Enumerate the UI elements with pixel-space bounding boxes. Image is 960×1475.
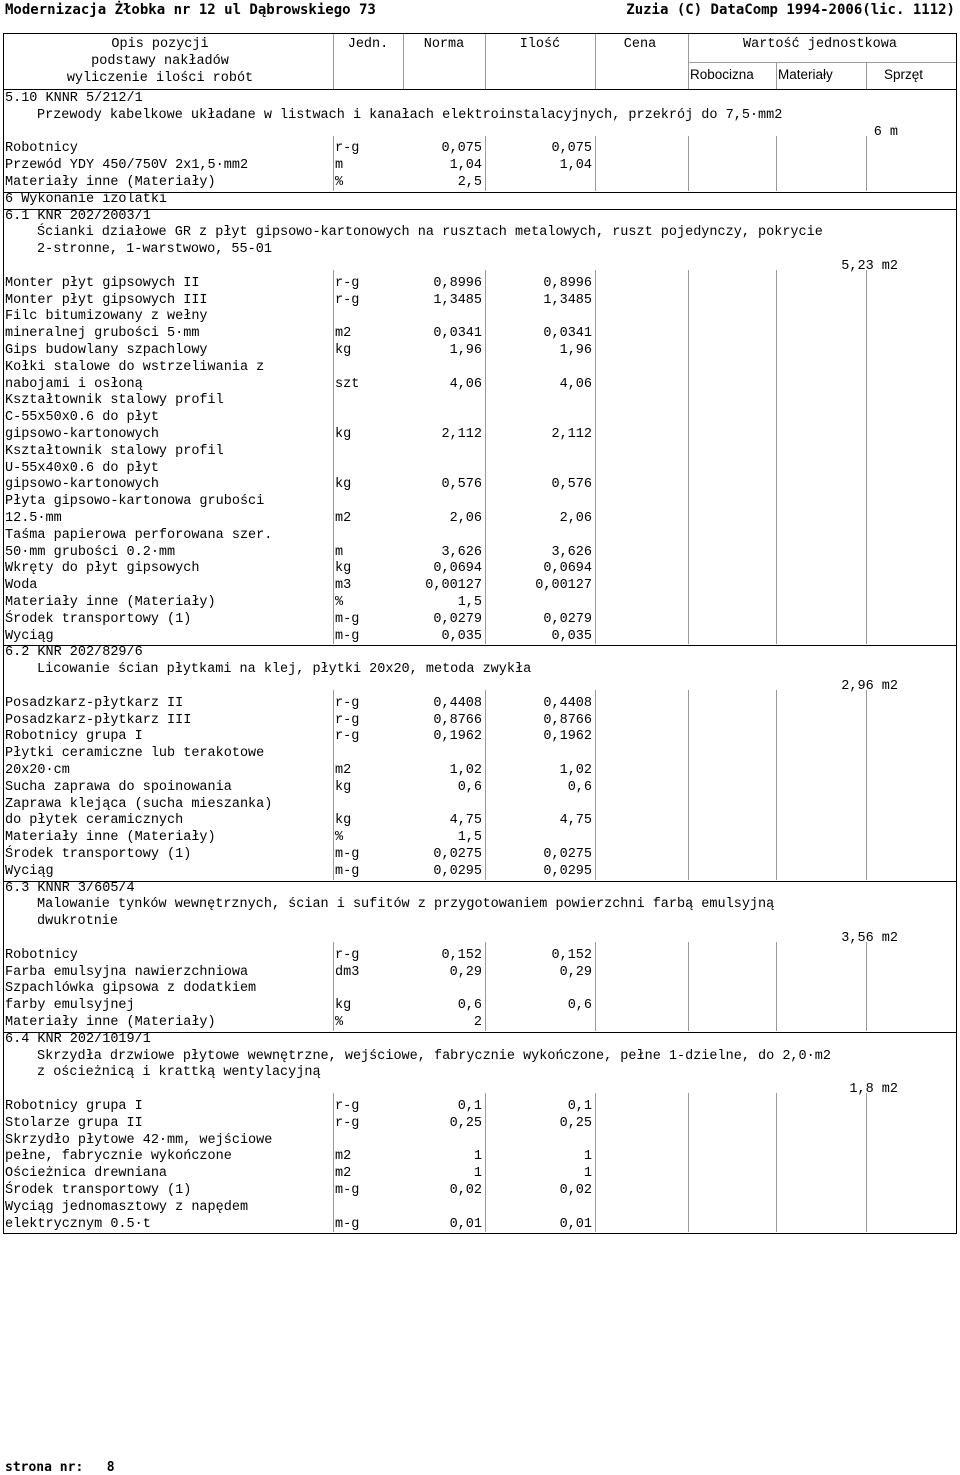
item-qty: 1,96 [559, 343, 592, 358]
item-qty: 1,02 [559, 763, 592, 778]
project-title: Modernizacja Żłobka nr 12 ul Dąbrowskiego 73 [5, 2, 376, 18]
position-measure: 5,23 m2 [841, 259, 898, 274]
item-qty: 0,00127 [535, 578, 592, 594]
column-divider [866, 942, 867, 1031]
item-norm: 0,6 [457, 998, 482, 1014]
item-unit: kg [335, 813, 352, 829]
item-name: C-55x50x0.6 do płyt [5, 410, 159, 426]
item-unit: m2 [335, 326, 352, 342]
item-norm: 0,6 [457, 779, 482, 795]
item-qty: 0,576 [551, 477, 592, 493]
item-norm: 0,0279 [433, 611, 482, 627]
group-title: 6 Wykonanie izolatki [5, 191, 168, 207]
item-unit: r-g [335, 712, 360, 728]
column-divider [485, 270, 486, 644]
row-divider [688, 62, 956, 63]
item-name: Materiały inne (Materiały) [5, 830, 216, 846]
item-name: Farba emulsyjna nawierzchniowa [5, 964, 249, 980]
item-norm: 1,02 [449, 763, 482, 778]
column-divider [776, 270, 777, 644]
page-number: 8 [106, 1460, 115, 1475]
item-name: elektrycznym 0.5·t [5, 1216, 151, 1232]
item-qty: 0,1962 [543, 729, 592, 745]
item-name: 12.5·mm [5, 511, 62, 526]
position-description: z ościeżnicą i krattką wentylacyjną [37, 1065, 321, 1081]
item-norm: 1 [473, 1149, 482, 1165]
col-equipment: Sprzęt [884, 67, 924, 82]
item-unit: r-g [335, 292, 360, 308]
item-name: Wyciąg jednomasztowy z napędem [5, 1199, 249, 1215]
item-name: Płytki ceramiczne lub terakotowe [5, 746, 265, 762]
column-divider [776, 942, 777, 1031]
column-divider [688, 136, 689, 191]
item-norm: 2,112 [441, 427, 482, 442]
item-norm: 0,0275 [433, 847, 482, 862]
item-qty: 1 [583, 1149, 592, 1165]
item-name: Środek transportowy (1) [5, 1183, 192, 1198]
column-divider [776, 1093, 777, 1232]
item-qty: 3,626 [551, 544, 592, 560]
item-unit: % [335, 595, 344, 610]
column-divider [485, 136, 486, 191]
item-qty: 2,112 [551, 427, 592, 442]
item-qty: 2,06 [559, 511, 592, 526]
item-name: Stolarze grupa II [5, 1115, 143, 1131]
item-unit: % [335, 175, 344, 190]
position-code: 5.10 KNNR 5/212/1 [5, 91, 143, 106]
position-code: 6.4 KNR 202/1019/1 [5, 1031, 151, 1047]
item-qty: 1,04 [559, 158, 592, 174]
column-divider [688, 34, 689, 89]
item-name: Wyciąg [5, 628, 54, 644]
position-code: 6.1 KNR 202/2003/1 [5, 208, 151, 224]
col-price: Cena [623, 37, 657, 52]
column-divider [595, 34, 596, 89]
item-qty: 0,1 [567, 1099, 592, 1114]
item-unit: m2 [335, 511, 352, 526]
item-norm: 0,576 [441, 477, 482, 493]
column-divider [403, 34, 404, 89]
col-desc-line3: wyliczenie ilości robót [66, 71, 254, 86]
position-measure: 6 m [873, 124, 898, 140]
item-unit: m-g [335, 628, 360, 644]
item-name: 20x20·cm [5, 763, 70, 778]
item-unit: r-g [335, 1099, 360, 1114]
item-name: Materiały inne (Materiały) [5, 595, 216, 610]
column-divider [866, 1093, 867, 1232]
column-divider [485, 942, 486, 1031]
item-unit: m [335, 544, 344, 560]
col-desc-line2: podstawy nakładów [91, 54, 229, 69]
item-qty: 0,02 [559, 1183, 592, 1198]
item-qty: 0,25 [559, 1115, 592, 1131]
item-qty: 0,01 [559, 1216, 592, 1232]
item-qty: 4,75 [559, 813, 592, 829]
item-name: Przewód YDY 450/750V 2x1,5·mm2 [5, 158, 249, 174]
item-qty: 0,0341 [543, 326, 592, 342]
item-unit: r-g [335, 729, 360, 745]
item-qty: 0,0694 [543, 561, 592, 577]
item-unit: r-g [335, 947, 360, 963]
item-name: Kołki stalowe do wstrzeliwania z [5, 359, 265, 375]
item-qty: 0,035 [551, 628, 592, 644]
item-name: Wyciąg [5, 863, 54, 879]
item-unit: r-g [335, 275, 360, 291]
item-unit: % [335, 1015, 344, 1030]
item-unit: m [335, 158, 344, 174]
item-name: Robotnicy grupa I [5, 1099, 143, 1114]
item-unit: kg [335, 343, 352, 358]
item-unit: m-g [335, 863, 360, 879]
item-qty: 0,0279 [543, 611, 592, 627]
item-norm: 0,152 [441, 947, 482, 963]
column-divider [333, 690, 334, 880]
page-header [5, 2, 955, 20]
item-name: gipsowo-kartonowych [5, 427, 159, 442]
item-norm: 1,96 [449, 343, 482, 358]
column-divider [776, 690, 777, 880]
item-qty: 0,6 [567, 779, 592, 795]
item-norm: 0,8996 [433, 275, 482, 291]
column-divider [595, 136, 596, 191]
item-unit: m-g [335, 611, 360, 627]
item-norm: 0,0341 [433, 326, 482, 342]
column-divider [688, 270, 689, 644]
column-divider [595, 270, 596, 644]
column-divider [595, 1093, 596, 1232]
column-divider [866, 62, 867, 89]
item-name: Gips budowlany szpachlowy [5, 343, 208, 358]
col-labor: Robocizna [690, 67, 754, 82]
item-name: Środek transportowy (1) [5, 611, 192, 627]
item-name: Posadzkarz-płytkarz III [5, 712, 192, 728]
item-norm: 1,5 [457, 595, 482, 610]
position-description: 2-stronne, 1-warstwowo, 55-01 [37, 242, 272, 258]
item-unit: kg [335, 998, 352, 1014]
item-norm: 2,5 [457, 175, 482, 190]
column-divider [485, 1093, 486, 1232]
column-divider [595, 942, 596, 1031]
item-unit: m2 [335, 1149, 352, 1165]
item-norm: 0,4408 [433, 695, 482, 711]
item-qty: 0,4408 [543, 695, 592, 711]
column-divider [333, 942, 334, 1031]
column-divider [866, 270, 867, 644]
item-norm: 2,06 [449, 511, 482, 526]
item-norm: 0,1962 [433, 729, 482, 745]
item-norm: 0,035 [441, 628, 482, 644]
col-materials: Materiały [778, 67, 833, 82]
item-norm: 1,5 [457, 830, 482, 846]
row-divider [4, 881, 956, 882]
column-divider [866, 690, 867, 880]
item-norm: 0,29 [449, 964, 482, 980]
item-norm: 1,3485 [433, 292, 482, 308]
item-name: Zaprawa klejąca (sucha mieszanka) [5, 796, 273, 812]
item-name: pełne, fabrycznie wykończone [5, 1149, 232, 1165]
item-name: do płytek ceramicznych [5, 813, 184, 829]
item-name: Woda [5, 578, 38, 594]
column-divider [485, 690, 486, 880]
position-description: Przewody kabelkowe układane w listwach i kanałach elektroinstalacyjnych, przekrój do 7,5·mm2 [37, 107, 783, 123]
col-desc-line1: Opis pozycji [111, 37, 209, 52]
col-norm: Norma [423, 37, 465, 52]
item-name: U-55x40x0.6 do płyt [5, 460, 159, 476]
item-name: Robotnicy [5, 947, 78, 963]
position-code: 6.2 KNR 202/829/6 [5, 645, 143, 661]
column-divider [688, 1093, 689, 1232]
item-name: Sucha zaprawa do spoinowania [5, 779, 232, 795]
item-unit: kg [335, 477, 352, 493]
item-name: Ościeżnica drewniana [5, 1166, 168, 1182]
item-unit: m-g [335, 1216, 360, 1232]
item-unit: % [335, 830, 344, 846]
item-norm: 0,00127 [425, 578, 482, 594]
item-qty: 0,6 [567, 998, 592, 1014]
column-divider [485, 34, 486, 89]
item-unit: r-g [335, 1115, 360, 1131]
item-unit: kg [335, 779, 352, 795]
column-divider [688, 690, 689, 880]
item-name: Taśma papierowa perforowana szer. [5, 527, 273, 543]
column-divider [333, 270, 334, 644]
item-unit: m-g [335, 1183, 360, 1198]
item-name: gipsowo-kartonowych [5, 477, 159, 493]
item-norm: 4,06 [449, 376, 482, 392]
item-unit: szt [335, 376, 360, 392]
item-norm: 2 [473, 1015, 482, 1030]
item-norm: 0,25 [449, 1115, 482, 1131]
item-unit: r-g [335, 141, 360, 157]
item-qty: 0,152 [551, 947, 592, 963]
item-norm: 0,01 [449, 1216, 482, 1232]
item-qty: 0,29 [559, 964, 592, 980]
item-norm: 0,1 [457, 1099, 482, 1114]
item-name: Wkręty do płyt gipsowych [5, 561, 200, 577]
item-qty: 0,8766 [543, 712, 592, 728]
item-norm: 0,0295 [433, 863, 482, 879]
page-label: strona nr: [5, 1460, 84, 1475]
column-divider [333, 1093, 334, 1232]
item-name: Monter płyt gipsowych III [5, 292, 208, 308]
position-measure: 3,56 m2 [841, 931, 898, 946]
item-name: 50·mm grubości 0.2·mm [5, 544, 176, 560]
position-description: Ścianki działowe GR z płyt gipsowo-kartonowych na rusztach metalowych, ruszt pojedynczy, pokrycie [37, 225, 823, 241]
item-qty: 4,06 [559, 376, 592, 392]
item-unit: kg [335, 427, 352, 442]
item-norm: 3,626 [441, 544, 482, 560]
item-name: Środek transportowy (1) [5, 847, 192, 862]
col-unit: Jedn. [347, 37, 389, 52]
item-norm: 0,075 [441, 141, 482, 157]
column-divider [333, 136, 334, 191]
row-divider [4, 89, 956, 90]
software-credit: Zuzia (C) DataComp 1994-2006(lic. 1112) [626, 2, 955, 18]
item-norm: 1 [473, 1166, 482, 1182]
item-unit: m3 [335, 578, 352, 594]
item-name: Materiały inne (Materiały) [5, 1015, 216, 1030]
position-description: dwukrotnie [37, 914, 119, 930]
item-unit: m2 [335, 1166, 352, 1182]
position-description: Licowanie ścian płytkami na klej, płytki 20x20, metoda zwykła [37, 662, 532, 678]
item-norm: 1,04 [449, 158, 482, 174]
column-divider [776, 136, 777, 191]
item-name: Szpachlówka gipsowa z dodatkiem [5, 981, 257, 997]
item-unit: dm3 [335, 964, 360, 980]
item-unit: m-g [335, 847, 360, 862]
item-name: Robotnicy grupa I [5, 729, 143, 745]
item-name: Posadzkarz-płytkarz II [5, 695, 184, 711]
item-name: Monter płyt gipsowych II [5, 275, 200, 291]
row-divider [4, 645, 956, 646]
item-norm: 0,8766 [433, 712, 482, 728]
item-name: farby emulsyjnej [5, 998, 135, 1014]
position-code: 6.3 KNNR 3/605/4 [5, 880, 135, 896]
position-description: Skrzydła drzwiowe płytowe wewnętrzne, wejściowe, fabrycznie wykończone, pełne 1-dzielne, do 2,0·m2 [37, 1048, 831, 1064]
item-norm: 0,0694 [433, 561, 482, 577]
item-name: Kształtownik stalowy profil [5, 443, 224, 459]
item-qty: 0,075 [551, 141, 592, 157]
item-unit: r-g [335, 695, 360, 711]
item-norm: 0,02 [449, 1183, 482, 1198]
item-qty: 1 [583, 1166, 592, 1182]
col-unit-value: Wartość jednostkowa [743, 37, 897, 52]
item-name: Kształtownik stalowy profil [5, 393, 224, 409]
item-qty: 0,8996 [543, 275, 592, 291]
item-qty: 0,0295 [543, 863, 592, 879]
item-name: mineralnej grubości 5·mm [5, 326, 200, 342]
column-divider [595, 690, 596, 880]
item-norm: 4,75 [449, 813, 482, 829]
column-divider [776, 62, 777, 89]
item-unit: m2 [335, 763, 352, 778]
item-name: nabojami i osłoną [5, 376, 143, 392]
item-name: Skrzydło płytowe 42·mm, wejściowe [5, 1132, 273, 1148]
position-measure: 1,8 m2 [849, 1082, 898, 1098]
item-name: Materiały inne (Materiały) [5, 175, 216, 190]
item-qty: 0,0275 [543, 847, 592, 862]
item-unit: kg [335, 561, 352, 577]
position-measure: 2,96 m2 [841, 679, 898, 694]
column-divider [866, 136, 867, 191]
item-qty: 1,3485 [543, 292, 592, 308]
item-name: Płyta gipsowo-kartonowa grubości [5, 494, 265, 510]
position-description: Malowanie tynków wewnętrznych, ścian i sufitów z przygotowaniem powierzchni farbą emulsyjną [37, 897, 775, 913]
col-qty: Ilość [519, 37, 561, 52]
column-divider [688, 942, 689, 1031]
item-name: Filc bitumizowany z wełny [5, 309, 208, 325]
item-name: Robotnicy [5, 141, 78, 157]
column-divider [333, 34, 334, 89]
